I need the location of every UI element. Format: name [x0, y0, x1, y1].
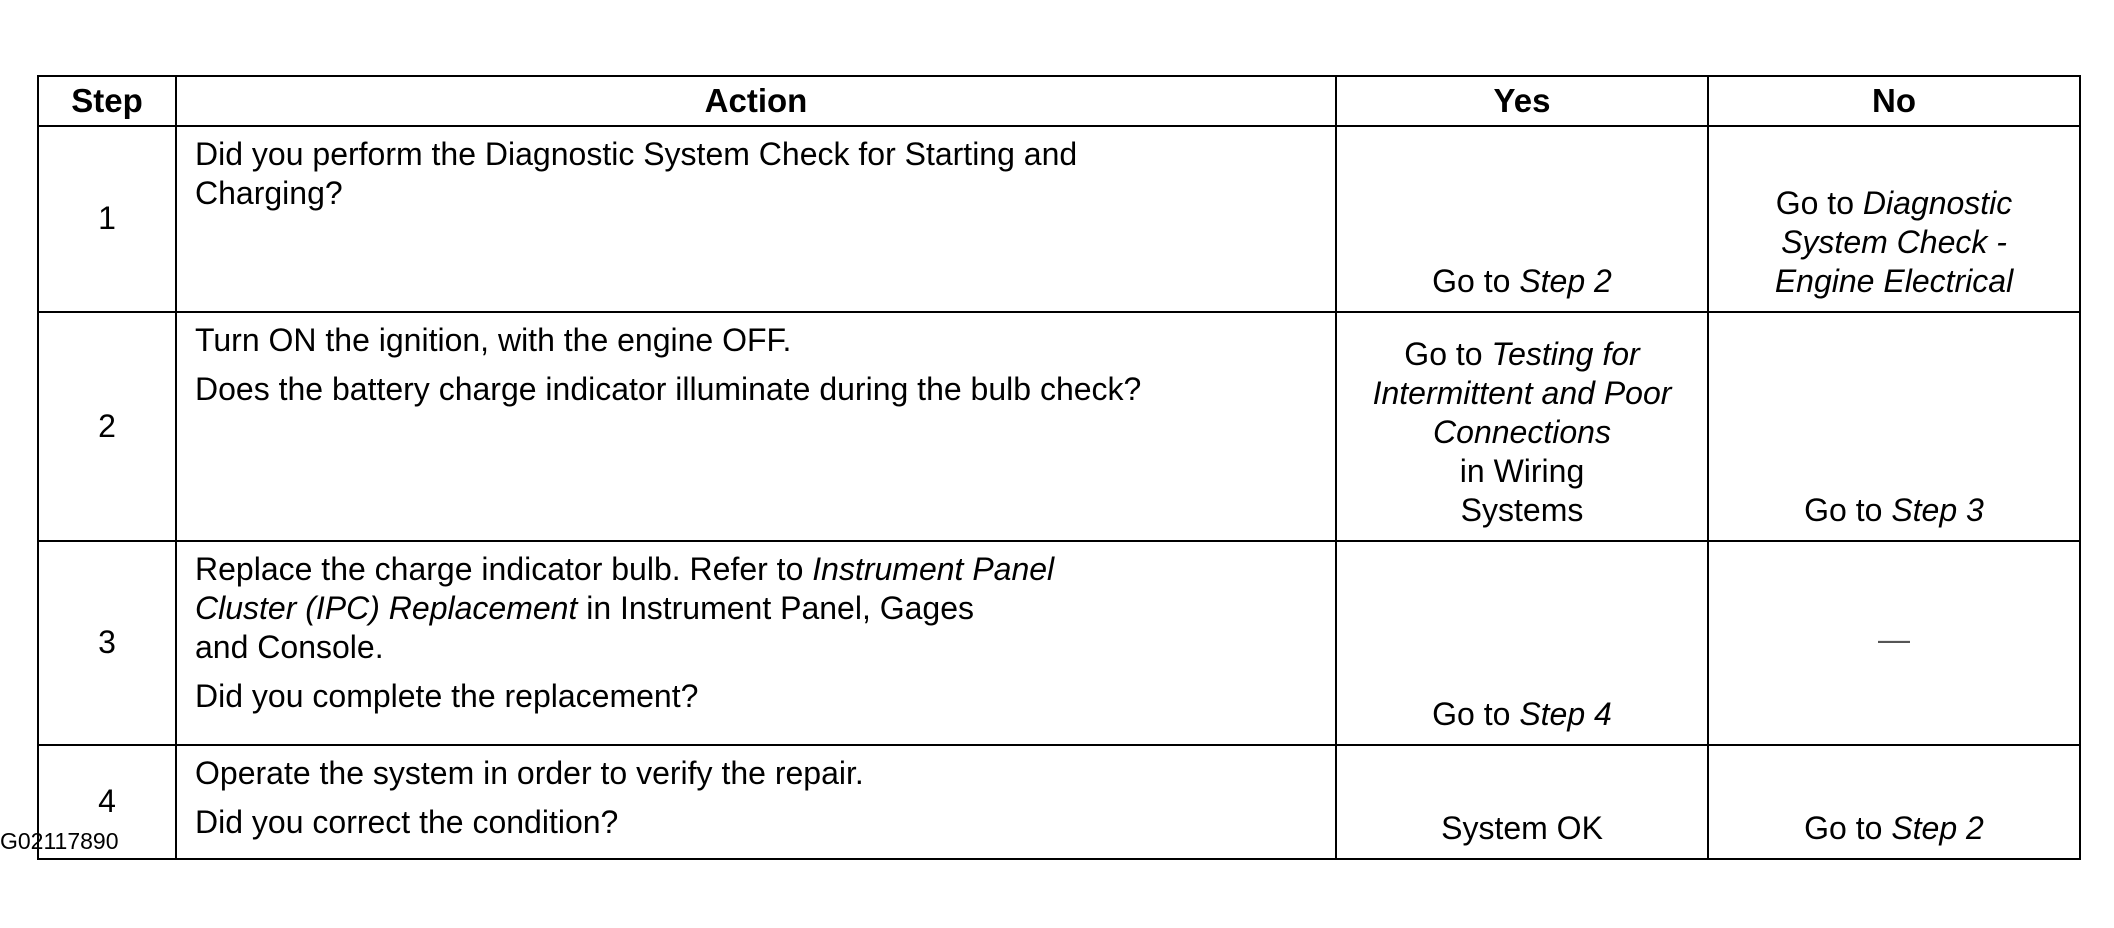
yes-link-line[interactable]: Intermittent and Poor [1372, 374, 1672, 411]
header-yes: Yes [1336, 76, 1708, 126]
action-text-part: in Instrument Panel, Gages [577, 590, 974, 627]
yes-prefix: Go to [1404, 335, 1492, 372]
table-row [38, 312, 2080, 541]
table-header-row [38, 76, 2080, 126]
action-line: Operate the system in order to verify the repair. [195, 755, 864, 791]
yes-prefix: Go to [1432, 262, 1520, 299]
action-text [176, 312, 1336, 541]
table-row [38, 745, 2080, 859]
no-step-link[interactable]: Step 3 [1891, 491, 1984, 528]
yes-step-link[interactable]: Step 2 [1519, 262, 1612, 299]
action-line: Did you perform the Diagnostic System Check for Starting and Charging? [195, 136, 1078, 212]
no-link-line[interactable]: Diagnostic [1862, 184, 2013, 221]
no-cell [1708, 745, 2080, 859]
yes-cell [1336, 126, 1708, 312]
action-question: Did you complete the replacement? [195, 678, 699, 715]
figure-id: G02117890 [0, 828, 119, 854]
action-reference-link[interactable]: Instrument Panel [812, 551, 1055, 587]
action-text [176, 126, 1336, 312]
yes-cell [1336, 745, 1708, 859]
yes-prefix: Go to [1432, 695, 1520, 732]
yes-step-link[interactable]: Step 4 [1519, 695, 1612, 732]
action-line: Did you correct the condition? [195, 804, 619, 841]
table-row [38, 541, 2080, 745]
yes-link-line[interactable]: Testing for [1491, 335, 1640, 372]
no-cell [1708, 312, 2080, 541]
no-prefix: Go to [1804, 491, 1892, 528]
no-prefix: Go to [1775, 184, 1863, 221]
action-line: and Console. [195, 629, 384, 666]
action-text [176, 745, 1336, 859]
yes-suffix-line: Systems [1460, 491, 1584, 528]
step-number: 4 [38, 745, 176, 859]
yes-link-line[interactable]: Connections [1433, 413, 1611, 450]
no-step-link[interactable]: Step 2 [1891, 809, 1984, 846]
yes-cell [1336, 541, 1708, 745]
yes-suffix-line: in Wiring [1459, 452, 1585, 489]
no-link-line[interactable]: System Check - [1781, 223, 2007, 260]
action-line: Does the battery charge indicator illuminate during the bulb check? [195, 371, 1142, 408]
action-line [195, 550, 1317, 589]
header-action: Action [176, 76, 1336, 126]
table-row [38, 126, 2080, 312]
action-line: Turn ON the ignition, with the engine OFF. [195, 322, 792, 358]
header-step: Step [38, 76, 176, 126]
no-link-line[interactable]: Engine Electrical [1774, 262, 2014, 299]
step-number: 2 [38, 312, 176, 541]
header-no: No [1708, 76, 2080, 126]
step-number: 1 [38, 126, 176, 312]
no-prefix: Go to [1804, 809, 1892, 846]
action-text-part: Replace the charge indicator bulb. Refer to [195, 551, 813, 587]
no-dash: — [1878, 621, 1910, 658]
action-text [176, 541, 1336, 745]
no-cell [1708, 541, 2080, 745]
no-cell [1708, 126, 2080, 312]
diagnostic-table [37, 75, 2081, 860]
step-number: 3 [38, 541, 176, 745]
action-reference-link[interactable]: Cluster (IPC) Replacement [195, 590, 578, 627]
yes-cell [1336, 312, 1708, 541]
action-line [195, 589, 1317, 628]
yes-result: System OK [1441, 809, 1603, 846]
